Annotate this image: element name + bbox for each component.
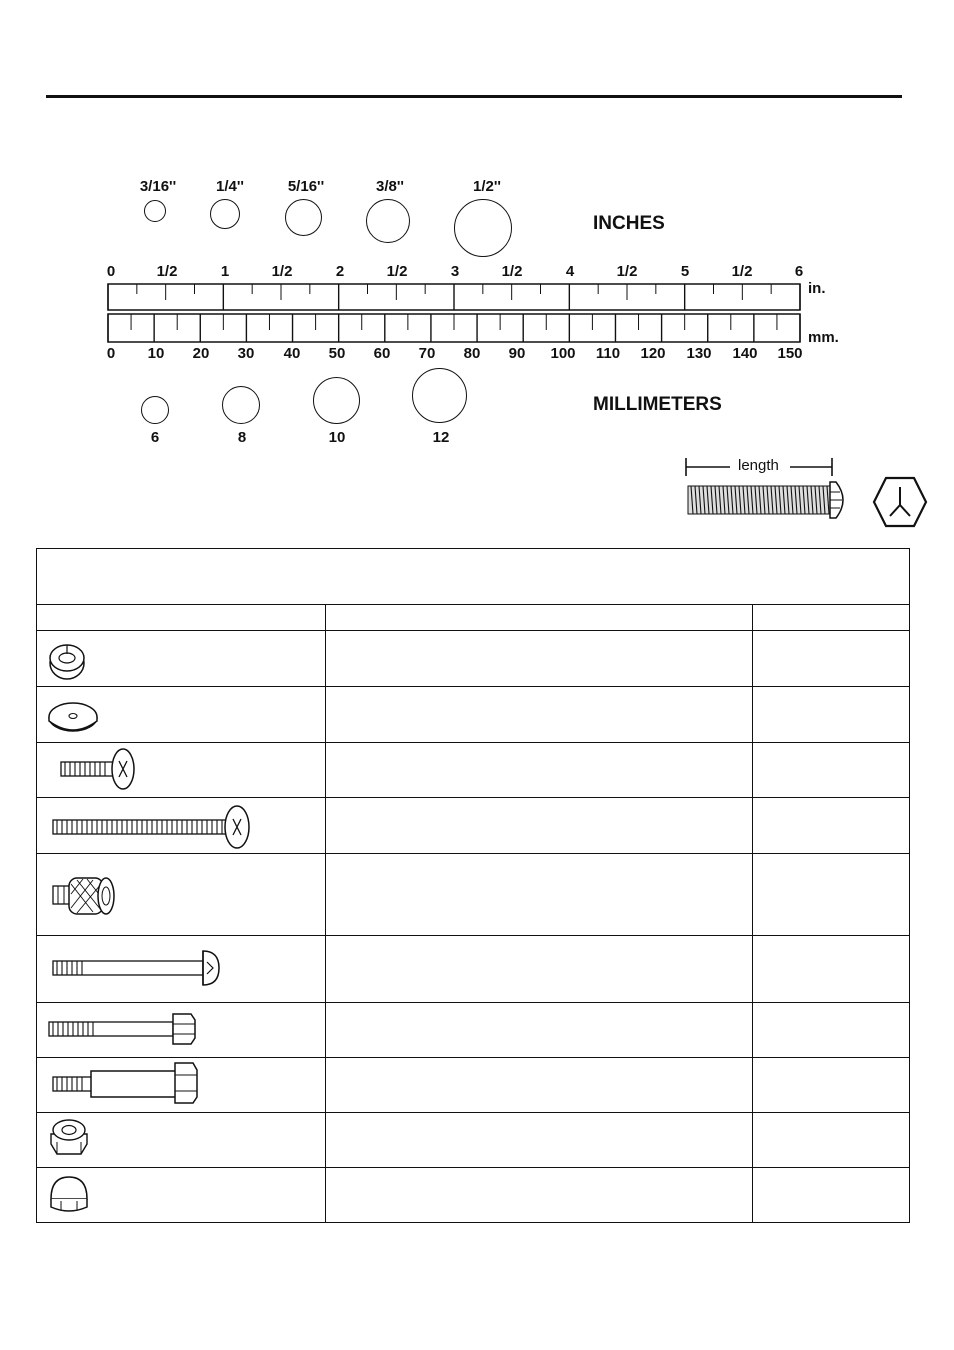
- hex-head-icon: [870, 476, 930, 530]
- mm-size-label: 6: [150, 429, 160, 446]
- mm-size-label: 10: [328, 429, 346, 446]
- inch-size-label: 3/8'': [376, 178, 404, 195]
- inch-size-circle: [454, 199, 512, 257]
- column-header-description: [326, 605, 753, 631]
- mm-tick-label: 110: [595, 345, 621, 362]
- table-title-row: [37, 549, 910, 605]
- part-description: [326, 1168, 753, 1223]
- mm-tick-label: 150: [777, 345, 803, 362]
- hardware-table: [36, 548, 910, 1223]
- part-icon-cell: [37, 631, 326, 687]
- inch-tick-label: 5: [680, 263, 690, 280]
- inch-size-label: 5/16'': [287, 178, 325, 195]
- table-row: [37, 854, 910, 936]
- inch-tick-label: 1: [220, 263, 230, 280]
- inch-tick-label: 1/2: [386, 263, 408, 280]
- table-row: [37, 1168, 910, 1223]
- mm-tick-label: 140: [732, 345, 758, 362]
- measuring-ruler: [106, 282, 806, 346]
- table-row: [37, 1058, 910, 1113]
- hex-bolt-icon: [37, 1004, 317, 1056]
- column-header-part: [37, 605, 326, 631]
- mm-tick-label: 40: [283, 345, 301, 362]
- inch-tick-label: 1/2: [156, 263, 178, 280]
- part-quantity: [753, 854, 910, 936]
- mm-size-label: 12: [432, 429, 450, 446]
- part-icon-cell: [37, 854, 326, 936]
- part-icon-cell: [37, 1003, 326, 1058]
- mm-tick-label: 20: [192, 345, 210, 362]
- part-quantity: [753, 687, 910, 743]
- inch-size-circle: [366, 199, 410, 243]
- mm-unit-label: mm.: [808, 329, 839, 346]
- long-pan-head-screw-icon: [37, 937, 317, 1001]
- top-rule: [46, 95, 902, 98]
- part-icon-cell: [37, 1168, 326, 1223]
- table-title-cell: [37, 549, 910, 605]
- mm-size-circle: [412, 368, 467, 423]
- table-row: [37, 936, 910, 1003]
- part-description: [326, 798, 753, 854]
- part-description: [326, 936, 753, 1003]
- inch-size-circle: [210, 199, 240, 229]
- part-quantity: [753, 631, 910, 687]
- hex-lock-nut-icon: [37, 1114, 317, 1166]
- part-icon-cell: [37, 1058, 326, 1113]
- part-description: [326, 743, 753, 798]
- part-quantity: [753, 1058, 910, 1113]
- inch-tick-label: 1/2: [616, 263, 638, 280]
- part-icon-cell: [37, 798, 326, 854]
- mm-size-circle: [313, 377, 360, 424]
- table-row: [37, 743, 910, 798]
- table-header-row: [37, 605, 910, 631]
- mm-tick-label: 50: [328, 345, 346, 362]
- mm-tick-label: 100: [550, 345, 576, 362]
- table-row: [37, 687, 910, 743]
- part-quantity: [753, 1113, 910, 1168]
- inch-size-circle: [144, 200, 166, 222]
- table-row: [37, 631, 910, 687]
- millimeters-title: MILLIMETERS: [593, 394, 722, 415]
- table-row: [37, 798, 910, 854]
- part-description: [326, 687, 753, 743]
- inch-size-circle: [285, 199, 322, 236]
- part-quantity: [753, 1003, 910, 1058]
- mm-tick-label: 80: [463, 345, 481, 362]
- part-quantity: [753, 936, 910, 1003]
- column-header-qty: [753, 605, 910, 631]
- part-quantity: [753, 1168, 910, 1223]
- flat-washer-icon: [37, 689, 317, 741]
- inch-tick-label: 2: [335, 263, 345, 280]
- lock-washer-icon: [37, 633, 317, 685]
- mm-size-circle: [222, 386, 260, 424]
- long-phillips-screw-icon: [37, 800, 317, 852]
- part-icon-cell: [37, 1113, 326, 1168]
- mm-tick-label: 120: [640, 345, 666, 362]
- mm-tick-label: 60: [373, 345, 391, 362]
- inch-tick-label: 6: [794, 263, 804, 280]
- part-quantity: [753, 798, 910, 854]
- inch-size-label: 3/16'': [139, 178, 177, 195]
- mm-tick-label: 30: [237, 345, 255, 362]
- table-row: [37, 1003, 910, 1058]
- inch-tick-label: 1/2: [501, 263, 523, 280]
- part-description: [326, 854, 753, 936]
- table-row: [37, 1113, 910, 1168]
- mm-tick-label: 70: [418, 345, 436, 362]
- mm-size-label: 8: [237, 429, 247, 446]
- part-icon-cell: [37, 687, 326, 743]
- inch-tick-label: 4: [565, 263, 575, 280]
- length-label: length: [738, 457, 779, 474]
- part-description: [326, 631, 753, 687]
- part-icon-cell: [37, 936, 326, 1003]
- mm-tick-label: 10: [147, 345, 165, 362]
- inch-size-label: 1/2'': [473, 178, 501, 195]
- inch-tick-label: 1/2: [271, 263, 293, 280]
- inch-size-label: 1/4'': [216, 178, 244, 195]
- mm-size-circle: [141, 396, 169, 424]
- inch-unit-label: in.: [808, 280, 826, 297]
- acorn-cap-nut-icon: [37, 1169, 317, 1221]
- mm-tick-label: 0: [106, 345, 116, 362]
- part-description: [326, 1058, 753, 1113]
- short-phillips-screw-icon: [37, 744, 317, 796]
- part-description: [326, 1003, 753, 1058]
- part-icon-cell: [37, 743, 326, 798]
- shoulder-hex-bolt-icon: [37, 1059, 317, 1111]
- inch-tick-label: 0: [106, 263, 116, 280]
- inch-tick-label: 1/2: [731, 263, 753, 280]
- mm-tick-label: 130: [686, 345, 712, 362]
- mm-tick-label: 90: [508, 345, 526, 362]
- part-description: [326, 1113, 753, 1168]
- part-quantity: [753, 743, 910, 798]
- inch-tick-label: 3: [450, 263, 460, 280]
- knurled-thumb-screw-icon: [37, 856, 317, 934]
- inches-title: INCHES: [593, 213, 665, 234]
